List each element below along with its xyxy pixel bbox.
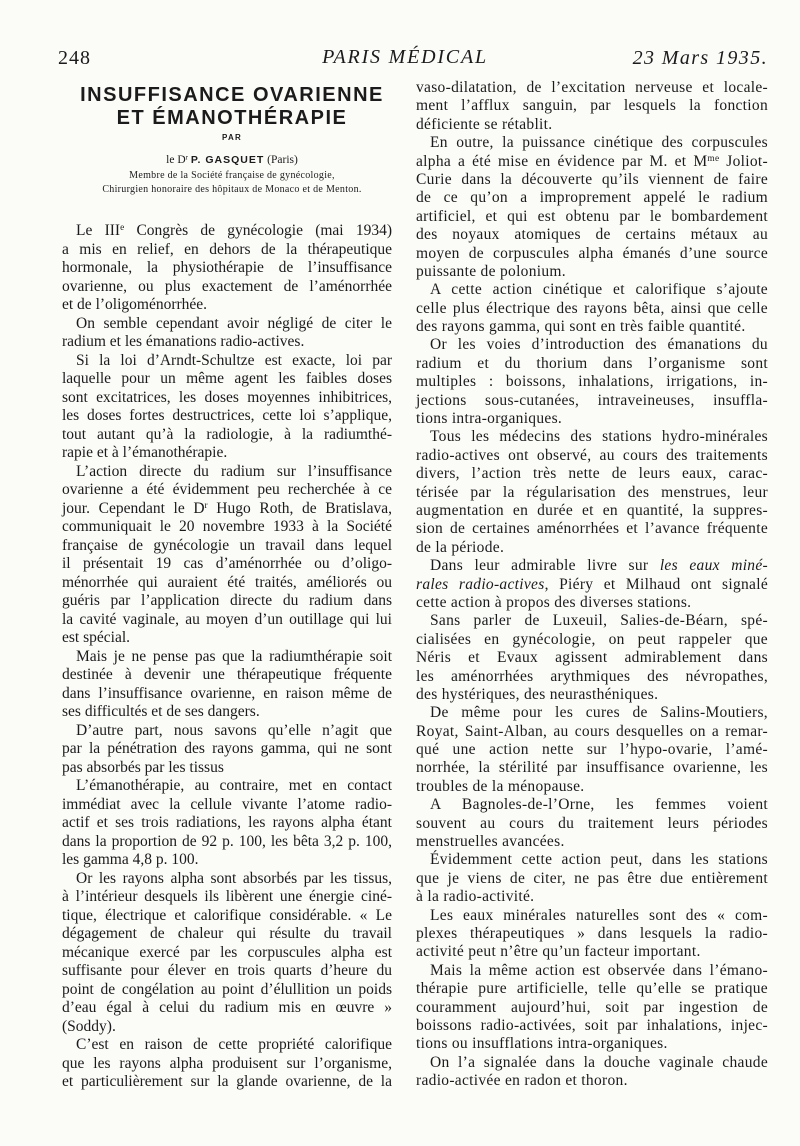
left-column-line: est spécial. (62, 629, 131, 646)
left-column-line: rapie et à l’émanothérapie. (62, 444, 228, 461)
text-run: , Piéry et Milhaud ont signalé (544, 575, 769, 593)
italic-text: rales radio-actives (416, 575, 545, 593)
left-column-line: d’eau égal à celui du radium mis en œuvre » (62, 999, 392, 1016)
right-column-line: des noyaux atomiques de certains métaux au (416, 226, 768, 244)
right-column-line: Royat, Saint-Alban, au cours desquelles on a remar- (416, 722, 768, 740)
right-column-line: ment l’afflux sanguin, par lesquels la fonction (416, 97, 768, 115)
journal-title: PARIS MÉDICAL (322, 46, 488, 68)
issue-date: 23 Mars 1935. (632, 47, 768, 69)
author-title: le D (166, 154, 186, 166)
left-column-line: et particulièrement sur la glande ovarienne, de la (62, 1073, 392, 1090)
left-column-line: tout autant qu’à la radiologie, à la radiumthé- (62, 425, 392, 443)
right-column-line: puissante de polonium. (416, 262, 566, 280)
right-column-line: A Bagnoles-de-l’Orne, les femmes voient (430, 796, 768, 814)
left-column-line: les doses fortes destructrices, cette loi s’applique, (62, 407, 392, 424)
left-column-paragraph (62, 222, 392, 315)
left-column-line: dans la proportion de 92 p. 100, les bêta 3,2 p. 100, (62, 832, 392, 850)
left-text-column (62, 222, 392, 1092)
left-column-line: guéris par l’application directe du radium dans (62, 592, 392, 609)
left-column-line: D’autre part, nous savons qu’elle n’agit que (76, 721, 392, 739)
left-column-line (62, 222, 392, 241)
left-column-line: française de gynécologie un travail dans lequel (62, 536, 392, 554)
left-column-line: dégagement de chaleur qui résulte du travail (62, 925, 392, 942)
left-column-line: Mais je ne pense pas que la radiumthérapie soit (76, 647, 392, 665)
text-run: Hugo Roth, de Bratislava, (207, 499, 392, 517)
left-column-line: ovarienne a été évidemment peu recherchée à ce (62, 481, 392, 498)
text-run: Le III (76, 222, 121, 239)
byline-label: PAR (222, 133, 242, 142)
left-column-line: la cavité vaginale, au moyen d’un outillage qui lui (62, 610, 392, 628)
superscript: r (185, 153, 189, 162)
right-column-line: En outre, la puissance cinétique des corpuscules (430, 134, 768, 152)
left-column-line: communiquait le 20 novembre 1933 à la Société (62, 518, 392, 535)
right-column-line: Tous les médecins des stations hydro-minérales (430, 428, 768, 446)
right-column-line: troubles de la ménopause. (416, 777, 585, 795)
left-column-line: C’est en raison de cette propriété calorifique (76, 1036, 392, 1053)
right-column-line (416, 576, 768, 594)
right-column-line: A cette action cinétique et calorifique s’ajoute (430, 281, 768, 299)
text-run: Dans leur admirable livre sur (430, 557, 660, 575)
right-column-paragraph (416, 336, 768, 428)
right-column-paragraph (416, 428, 768, 557)
right-column-line: que je viens de citer, ne pas être due entièrement (416, 869, 768, 887)
left-column-line: il présentait 19 cas d’aménorrhée ou d’oligo- (62, 555, 392, 572)
left-column-line: et de l’oligoménorrhée. (62, 296, 208, 313)
right-column-paragraph (416, 907, 768, 962)
right-column-paragraph (416, 704, 768, 796)
right-column-line: cialisées en gynécologie, on peut rappeler que (416, 630, 768, 648)
right-column-paragraph (416, 851, 768, 906)
right-column-line: plexes thérapeutiques » dans lesquels la radio- (416, 924, 768, 942)
page-number: 248 (58, 47, 91, 69)
right-column-line: thérapie pure artificielle, telle qu’elle se pratique (416, 980, 768, 998)
right-column-paragraph (416, 796, 768, 851)
author-affiliation: Chirurgien honoraire des hôpitaux de Monaco et de Menton. (102, 184, 362, 195)
right-text-column (416, 79, 768, 1090)
article-title-line: ET ÉMANOTHÉRAPIE (116, 107, 348, 129)
text-run: Joliot- (719, 152, 768, 170)
right-column-paragraph (416, 79, 768, 134)
left-column-line: ses difficultés et de ses dangers. (62, 703, 260, 720)
text-run: jour. Cependant le D (62, 499, 205, 517)
left-column-line: mécanique exercé par les corpuscules alpha est (62, 943, 392, 961)
right-column-line: Sans parler de Luxeuil, Salies-de-Béarn, spé- (430, 612, 768, 630)
superscript: e (120, 222, 125, 233)
right-column-line: jections sous-cutanées, intraveineuses, insuffla- (416, 391, 768, 409)
right-column-line: déficiente se rétablit. (416, 115, 553, 133)
right-column-line: On l’a signalée dans la douche vaginale chaude (430, 1053, 768, 1071)
left-column-line: suffisante pour élever en trois quarts d’heure du (62, 962, 392, 979)
left-column-line: les gamma 4,8 p. 100. (62, 851, 199, 868)
left-column-line: Or les rayons alpha sont absorbés par les tissus, (76, 869, 392, 887)
right-column-line: boissons radio-activées, soit par inhalations, injec- (416, 1016, 768, 1034)
right-column-line: vaso-dilatation, de l’excitation nerveuse et locale- (416, 79, 768, 96)
right-column-line: couramment aujourd’hui, soit par ingestion de (416, 998, 768, 1016)
right-column-line: à la radio-activité. (416, 888, 535, 906)
right-column-paragraph (416, 612, 768, 704)
author-line (62, 152, 402, 168)
right-column-line: Or les voies d’introduction des émanations du (430, 336, 768, 354)
right-column-line: de la période. (416, 538, 505, 556)
right-column-line: augmentation en durée et en quantité, la suppres- (416, 501, 768, 519)
right-column-line: multiples : boissons, inhalations, irrigations, in- (416, 373, 768, 391)
author-location: (Paris) (267, 154, 298, 166)
italic-text: les eaux miné- (659, 557, 768, 575)
right-column-line: radium et du thorium dans l’organisme sont (416, 354, 768, 372)
left-column-paragraph (62, 463, 392, 648)
left-column-paragraph (62, 352, 392, 463)
left-column-line: L’action directe du radium sur l’insuffisance (76, 462, 392, 480)
article-title-line: INSUFFISANCE OVARIENNE (80, 84, 384, 106)
author-affiliation: Membre de la Société française de gynécologie, (129, 170, 335, 181)
text-run: Congrès de gynécologie (mai 1934) (124, 222, 392, 239)
left-column-line: ménorrhée qui auraient été traités, améliorés ou (62, 573, 392, 591)
right-column-line: menstruelles avancées. (416, 833, 565, 851)
superscript: r (204, 500, 208, 511)
left-column-line: ovarienne, ou plus exactement de l’aménorrhée (62, 277, 392, 295)
left-column-line: point de congélation au point d’élullition un poids (62, 980, 392, 998)
left-column-line: destinée à devenir une thérapeutique fréquente (62, 666, 392, 683)
superscript: me (707, 153, 720, 164)
left-column-line: dans l’insuffisance ovarienne, en raison même de (62, 684, 392, 702)
right-column-line: qué une action nette sur l’hypo-ovarie, l’amé- (416, 741, 768, 759)
right-column-line: activité peut n’être qu’un facteur important. (416, 943, 701, 961)
right-column-line: De même pour les cures de Salins-Moutiers, (430, 704, 768, 722)
text-run: alpha a été mise en évidence par M. et M (416, 152, 708, 170)
left-column-line: actif et ses trois radiations, les rayons alpha étant (62, 814, 392, 831)
left-column-line (62, 500, 392, 519)
right-column-line (416, 557, 768, 575)
right-column-paragraph (416, 134, 768, 281)
left-column-line: pas absorbés par les tissus (62, 758, 224, 776)
right-column-line: radio-activée en radon et thoron. (416, 1072, 628, 1090)
right-column-line: Mais la même action est observée dans l’émano- (430, 961, 768, 979)
right-column-paragraph (416, 1054, 768, 1091)
author-name: P. GASQUET (190, 154, 265, 166)
right-column-line: norrhée, la stérilité par insuffisance ovarienne, les (416, 759, 768, 777)
right-column-line: artificiel, et qui est obtenu par le bombardement (416, 207, 768, 225)
right-column-line (416, 153, 768, 171)
right-column-line: divers, l’action très nette de leurs eaux, carac- (416, 465, 768, 483)
right-column-line: souvent au cours du traitement leurs périodes (416, 814, 768, 832)
left-column-paragraph (62, 777, 392, 870)
right-column-line: Curie dans la découverte qu’ils viennent de faire (416, 170, 768, 188)
left-column-line: par la pénétration des rayons gamma, qui ne sont (62, 740, 392, 757)
right-column-paragraph (416, 557, 768, 612)
left-column-paragraph (62, 870, 392, 1037)
left-column-paragraph (62, 315, 392, 352)
right-column-line: cette action à propos des diverses stations. (416, 593, 692, 611)
left-column-line: L’émanothérapie, au contraire, met en contact (76, 777, 392, 794)
left-column-line: radium et les émanations radio-actives. (62, 333, 305, 350)
left-column-paragraph (62, 722, 392, 778)
left-column-line: sont excitatrices, les doses moyennes inhibitrices, (62, 388, 392, 406)
right-column-paragraph (416, 281, 768, 336)
right-column-line: des rayons gamma, qui sont en très faible quantité. (416, 318, 746, 336)
left-column-line: (Soddy). (62, 1017, 116, 1035)
right-column-line: Les eaux minérales naturelles sont des « com- (430, 906, 768, 924)
left-column-paragraph (62, 648, 392, 722)
right-column-line: Évidemment cette action peut, dans les stations (430, 851, 768, 869)
left-column-line: a mis en relief, en dehors de la thérapeutique (62, 240, 392, 258)
right-column-line: des hystériques, des neurasthéniques. (416, 685, 659, 703)
left-column-line: hormonale, la physiothérapie de l’insuffisance (62, 259, 392, 276)
right-column-line: celle plus électrique des rayons bêta, ainsi que celle (416, 299, 768, 317)
right-column-line: de ce qu’on a improprement appelé le radium (416, 189, 768, 207)
left-column-paragraph (62, 1036, 392, 1092)
right-column-line: tions ou insufflations intra-organiques. (416, 1035, 668, 1053)
right-column-line: moyen de corpuscules alpha émanés d’une source (416, 244, 768, 262)
left-column-line: laquelle pour un même agent les faibles doses (62, 370, 392, 387)
right-column-line: Néris et Evaux agissent admirablement dans (416, 649, 768, 667)
right-column-line: sion de certaines aménorrhées et l’avance fréquente (416, 520, 768, 538)
left-column-line: immédiat avec la cellule vivante l’atome radio- (62, 795, 392, 813)
left-column-line: à l’intérieur desquels ils libèrent une énergie ciné- (62, 888, 392, 905)
left-column-line: Si la loi d’Arndt-Schultze est exacte, loi par (76, 351, 392, 369)
left-column-line: que les rayons alpha produisent sur l’organisme, (62, 1054, 392, 1072)
left-column-line: tique, électrique et calorifique considérable. « Le (62, 906, 392, 924)
right-column-line: les aménorrhées arythmiques des névropathes, (416, 667, 768, 685)
right-column-line: radio-actives ont observé, au cours des traitements (416, 446, 768, 464)
right-column-line: térisée par la régularisation des menstrues, leur (416, 483, 768, 501)
right-column-line: tions intra-organiques. (416, 410, 563, 428)
left-column-line: On semble cependant avoir négligé de citer le (76, 314, 392, 332)
right-column-paragraph (416, 962, 768, 1054)
